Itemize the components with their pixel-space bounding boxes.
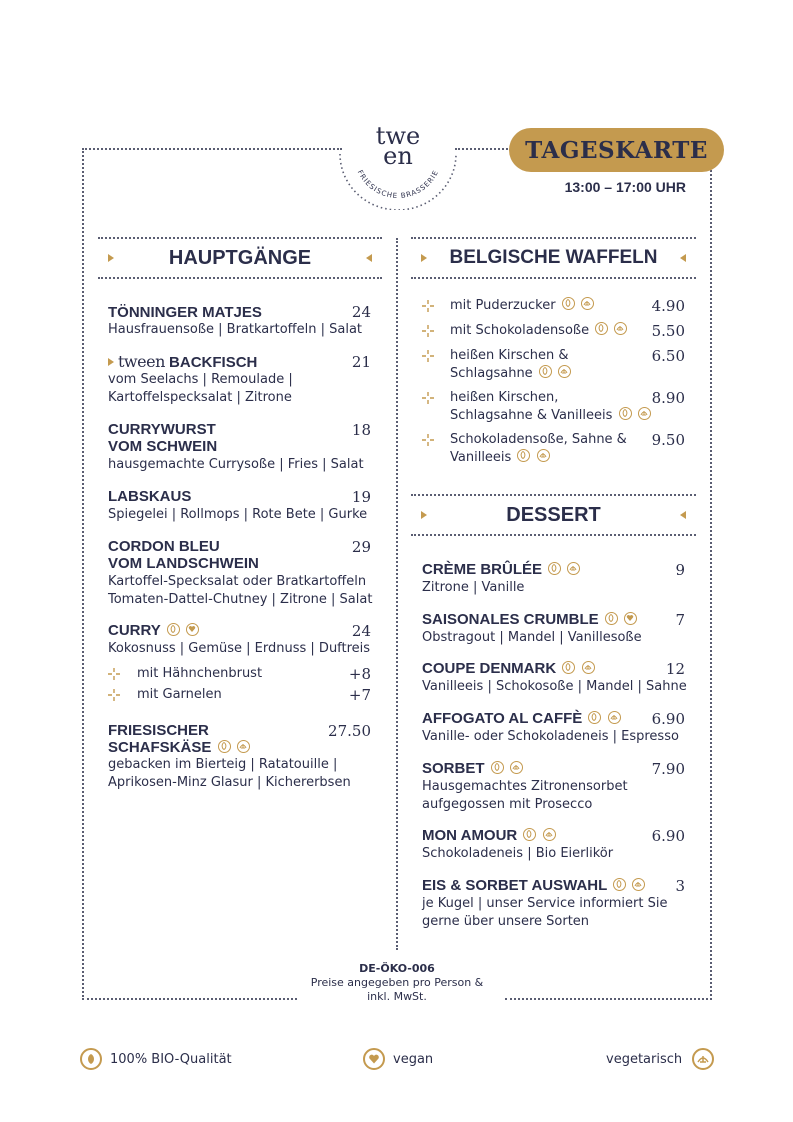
bio-icon — [562, 661, 575, 674]
option-label: mit Hähnchenbrust — [137, 666, 263, 681]
item-desc: Schokoladeneis | Bio Eierlikör — [422, 846, 614, 861]
triangle-left-icon — [366, 254, 372, 262]
item-desc: hausgemachte Currysoße | Fries | Salat — [108, 457, 364, 472]
waffle-label-line2 — [450, 407, 651, 425]
waffle-price: 4.90 — [651, 297, 685, 315]
item-name-text: SAISONALES CRUMBLE — [422, 611, 599, 628]
item-name-line2: VOM SCHWEIN — [108, 438, 218, 455]
tageskarte-banner — [509, 128, 724, 172]
vegan-icon — [186, 623, 199, 636]
frame-bottom-right — [505, 998, 712, 1000]
vegetarian-icon — [632, 878, 645, 891]
vegetarian-icon — [614, 322, 627, 335]
item-name-text: AFFOGATO AL CAFFÈ — [422, 710, 583, 727]
waffle-label-text: Schlagsahne — [450, 366, 533, 381]
item-price: 12 — [665, 660, 685, 678]
vegetarian-icon — [237, 740, 250, 753]
item-price: 7 — [675, 611, 685, 629]
item-desc: Hausgemachtes Zitronensorbet — [422, 779, 628, 794]
item-name: CORDON BLEU — [108, 538, 220, 555]
triangle-left-icon — [680, 511, 686, 519]
waffle-price: 9.50 — [651, 431, 685, 449]
bio-icon — [80, 1048, 102, 1070]
bio-icon — [218, 740, 231, 753]
item-desc: Vanille- oder Schokoladeneis | Espresso — [422, 729, 679, 744]
bio-icon — [523, 828, 536, 841]
item-name: CURRYWURST — [108, 421, 216, 438]
item-price: 24 — [351, 303, 371, 321]
item-price: 19 — [351, 488, 371, 506]
item-price: 7.90 — [651, 760, 685, 778]
option-label: mit Garnelen — [137, 687, 222, 702]
frame-top-right — [455, 148, 515, 150]
item-desc: Kartoffelspecksalat | Zitrone — [108, 390, 292, 405]
sparkle-icon — [421, 349, 435, 363]
item-name — [422, 877, 645, 894]
triangle-left-icon — [680, 254, 686, 262]
footer-note — [297, 962, 497, 1004]
item-price: 21 — [351, 353, 371, 371]
price-note-line2: inkl. MwSt. — [367, 990, 427, 1003]
item-desc: Zitrone | Vanille — [422, 580, 525, 595]
item-name-text: SORBET — [422, 760, 485, 777]
page-title: TAGESKARTE — [525, 136, 708, 164]
section-title: BELGISCHE WAFFELN — [449, 247, 658, 268]
vegetarian-icon — [543, 828, 556, 841]
legend-bio-label: 100% BIO-Qualität — [110, 1051, 232, 1067]
item-price: 18 — [351, 421, 371, 439]
section-header-dessert — [411, 494, 696, 536]
legend-bio — [80, 1048, 232, 1070]
sparkle-icon — [421, 324, 435, 338]
section-title: HAUPTGÄNGE — [168, 247, 312, 269]
sparkle-icon — [421, 433, 435, 447]
sparkle-icon — [421, 391, 435, 405]
legend-vegetarian — [606, 1048, 714, 1070]
item-name-line2 — [108, 739, 250, 756]
item-name — [422, 710, 621, 727]
logo-line1: twe — [375, 122, 421, 150]
tween-logo — [336, 118, 460, 210]
legend-vegetarian-label: vegetarisch — [606, 1051, 683, 1067]
bio-icon — [619, 407, 632, 420]
item-desc: Aprikosen-Minz Glasur | Kichererbsen — [108, 775, 351, 790]
bio-icon — [491, 761, 504, 774]
bio-icon — [517, 449, 530, 462]
vegetarian-icon — [582, 661, 595, 674]
item-desc: Hausfrauensoße | Bratkartoffeln | Salat — [108, 322, 363, 337]
item-price: 29 — [351, 538, 371, 556]
frame-bottom-left — [82, 998, 297, 1000]
logo-line2: en — [383, 142, 413, 170]
waffle-price: 5.50 — [651, 322, 685, 340]
item-price: 27.50 — [328, 722, 371, 740]
item-price: 6.90 — [651, 827, 685, 845]
waffle-label-text: mit Puderzucker — [450, 298, 556, 313]
eco-code: DE-ÖKO-006 — [359, 962, 435, 975]
frame-left — [82, 148, 84, 1000]
item-name-text: CRÈME BRÛLÉE — [422, 561, 543, 578]
sparkle-icon — [421, 299, 435, 313]
item-desc: Tomaten-Dattel-Chutney | Zitrone | Salat — [108, 592, 373, 607]
sparkle-icon — [107, 688, 121, 702]
waffle-label: heißen Kirschen & — [450, 348, 569, 363]
svg-text:FRIESISCHE BRASSERIE — [356, 169, 441, 200]
vegan-icon — [624, 612, 637, 625]
waffle-label — [450, 297, 594, 315]
vegetarian-icon — [608, 711, 621, 724]
item-name — [422, 827, 556, 844]
waffle-label-text: Schlagsahne & Vanilleeis — [450, 408, 613, 423]
brand-tween: tween — [118, 352, 165, 371]
item-price: 24 — [351, 622, 371, 640]
item-name — [422, 660, 595, 677]
vegetarian-icon — [567, 562, 580, 575]
vegetarian-icon — [692, 1048, 714, 1070]
bio-icon — [548, 562, 561, 575]
option-price: +8 — [348, 665, 371, 683]
vegetarian-icon — [581, 297, 594, 310]
item-desc: Kokosnuss | Gemüse | Erdnuss | Duftreis — [108, 641, 371, 656]
section-title: DESSERT — [506, 504, 601, 526]
item-name: LABSKAUS — [108, 488, 192, 505]
vegetarian-icon — [510, 761, 523, 774]
waffle-price: 8.90 — [651, 389, 685, 407]
item-name-text: MON AMOUR — [422, 827, 518, 844]
price-note-line1: Preise angegeben pro Person & — [310, 976, 484, 989]
waffle-label-text: mit Schokoladensoße — [450, 323, 590, 338]
item-desc: aufgegossen mit Prosecco — [422, 797, 593, 812]
column-divider — [396, 238, 398, 950]
sparkle-icon — [107, 667, 121, 681]
item-desc: gerne über unsere Sorten — [422, 914, 590, 929]
waffle-label — [450, 322, 627, 340]
item-price: 6.90 — [651, 710, 685, 728]
item-name — [422, 760, 523, 777]
bio-icon — [595, 322, 608, 335]
legend-vegan — [363, 1048, 433, 1070]
item-price: 3 — [675, 877, 685, 895]
bio-icon — [613, 878, 626, 891]
item-name-text: COUPE DENMARK — [422, 660, 557, 677]
waffle-label: heißen Kirschen, — [450, 390, 559, 405]
item-name-text: SCHAFSKÄSE — [108, 739, 212, 756]
option-price: +7 — [348, 686, 371, 704]
item-desc: gebacken im Bierteig | Ratatouille | — [108, 757, 338, 772]
bio-icon — [605, 612, 618, 625]
item-desc: Vanilleeis | Schokosoße | Mandel | Sahne — [422, 679, 687, 694]
bio-icon — [588, 711, 601, 724]
section-header-hauptgaenge — [98, 237, 382, 279]
item-name — [422, 561, 580, 578]
item-name: FRIESISCHER — [108, 722, 209, 739]
item-name-text: EIS & SORBET AUSWAHL — [422, 877, 608, 894]
vegetarian-icon — [638, 407, 651, 420]
item-name: TÖNNINGER MATJES — [108, 304, 262, 321]
vegan-icon — [363, 1048, 385, 1070]
item-name-text: CURRY — [108, 622, 161, 639]
item-desc: je Kugel | unser Service informiert Sie — [422, 896, 668, 911]
item-name — [108, 622, 199, 639]
section-header-waffeln — [411, 237, 696, 279]
waffle-label-line2 — [450, 449, 550, 467]
legend-vegan-label: vegan — [393, 1051, 434, 1067]
item-desc: vom Seelachs | Remoulade | — [108, 372, 293, 387]
frame-top-left — [82, 148, 342, 150]
opening-hours: 13:00 – 17:00 UHR — [564, 179, 686, 195]
bio-icon — [539, 365, 552, 378]
triangle-right-icon — [108, 358, 114, 366]
waffle-label: Schokoladensoße, Sahne & — [450, 432, 627, 447]
waffle-price: 6.50 — [651, 347, 685, 365]
logo-arc-text: FRIESISCHE BRASSERIE — [355, 168, 441, 201]
waffle-label-text: Vanilleeis — [450, 450, 512, 465]
item-desc: Spiegelei | Rollmops | Rote Bete | Gurke — [108, 507, 368, 522]
item-name-line2: VOM LANDSCHWEIN — [108, 555, 259, 572]
bio-icon — [562, 297, 575, 310]
item-name-text: BACKFISCH — [169, 354, 258, 371]
item-name — [422, 611, 637, 628]
item-price: 9 — [675, 561, 685, 579]
item-desc: Obstragout | Mandel | Vanillesoße — [422, 630, 642, 645]
vegetarian-icon — [558, 365, 571, 378]
item-name — [108, 353, 257, 371]
bio-icon — [167, 623, 180, 636]
item-desc: Kartoffel-Specksalat oder Bratkartoffeln — [108, 574, 367, 589]
frame-right — [710, 170, 712, 1000]
vegetarian-icon — [537, 449, 550, 462]
waffle-label-line2 — [450, 365, 571, 383]
